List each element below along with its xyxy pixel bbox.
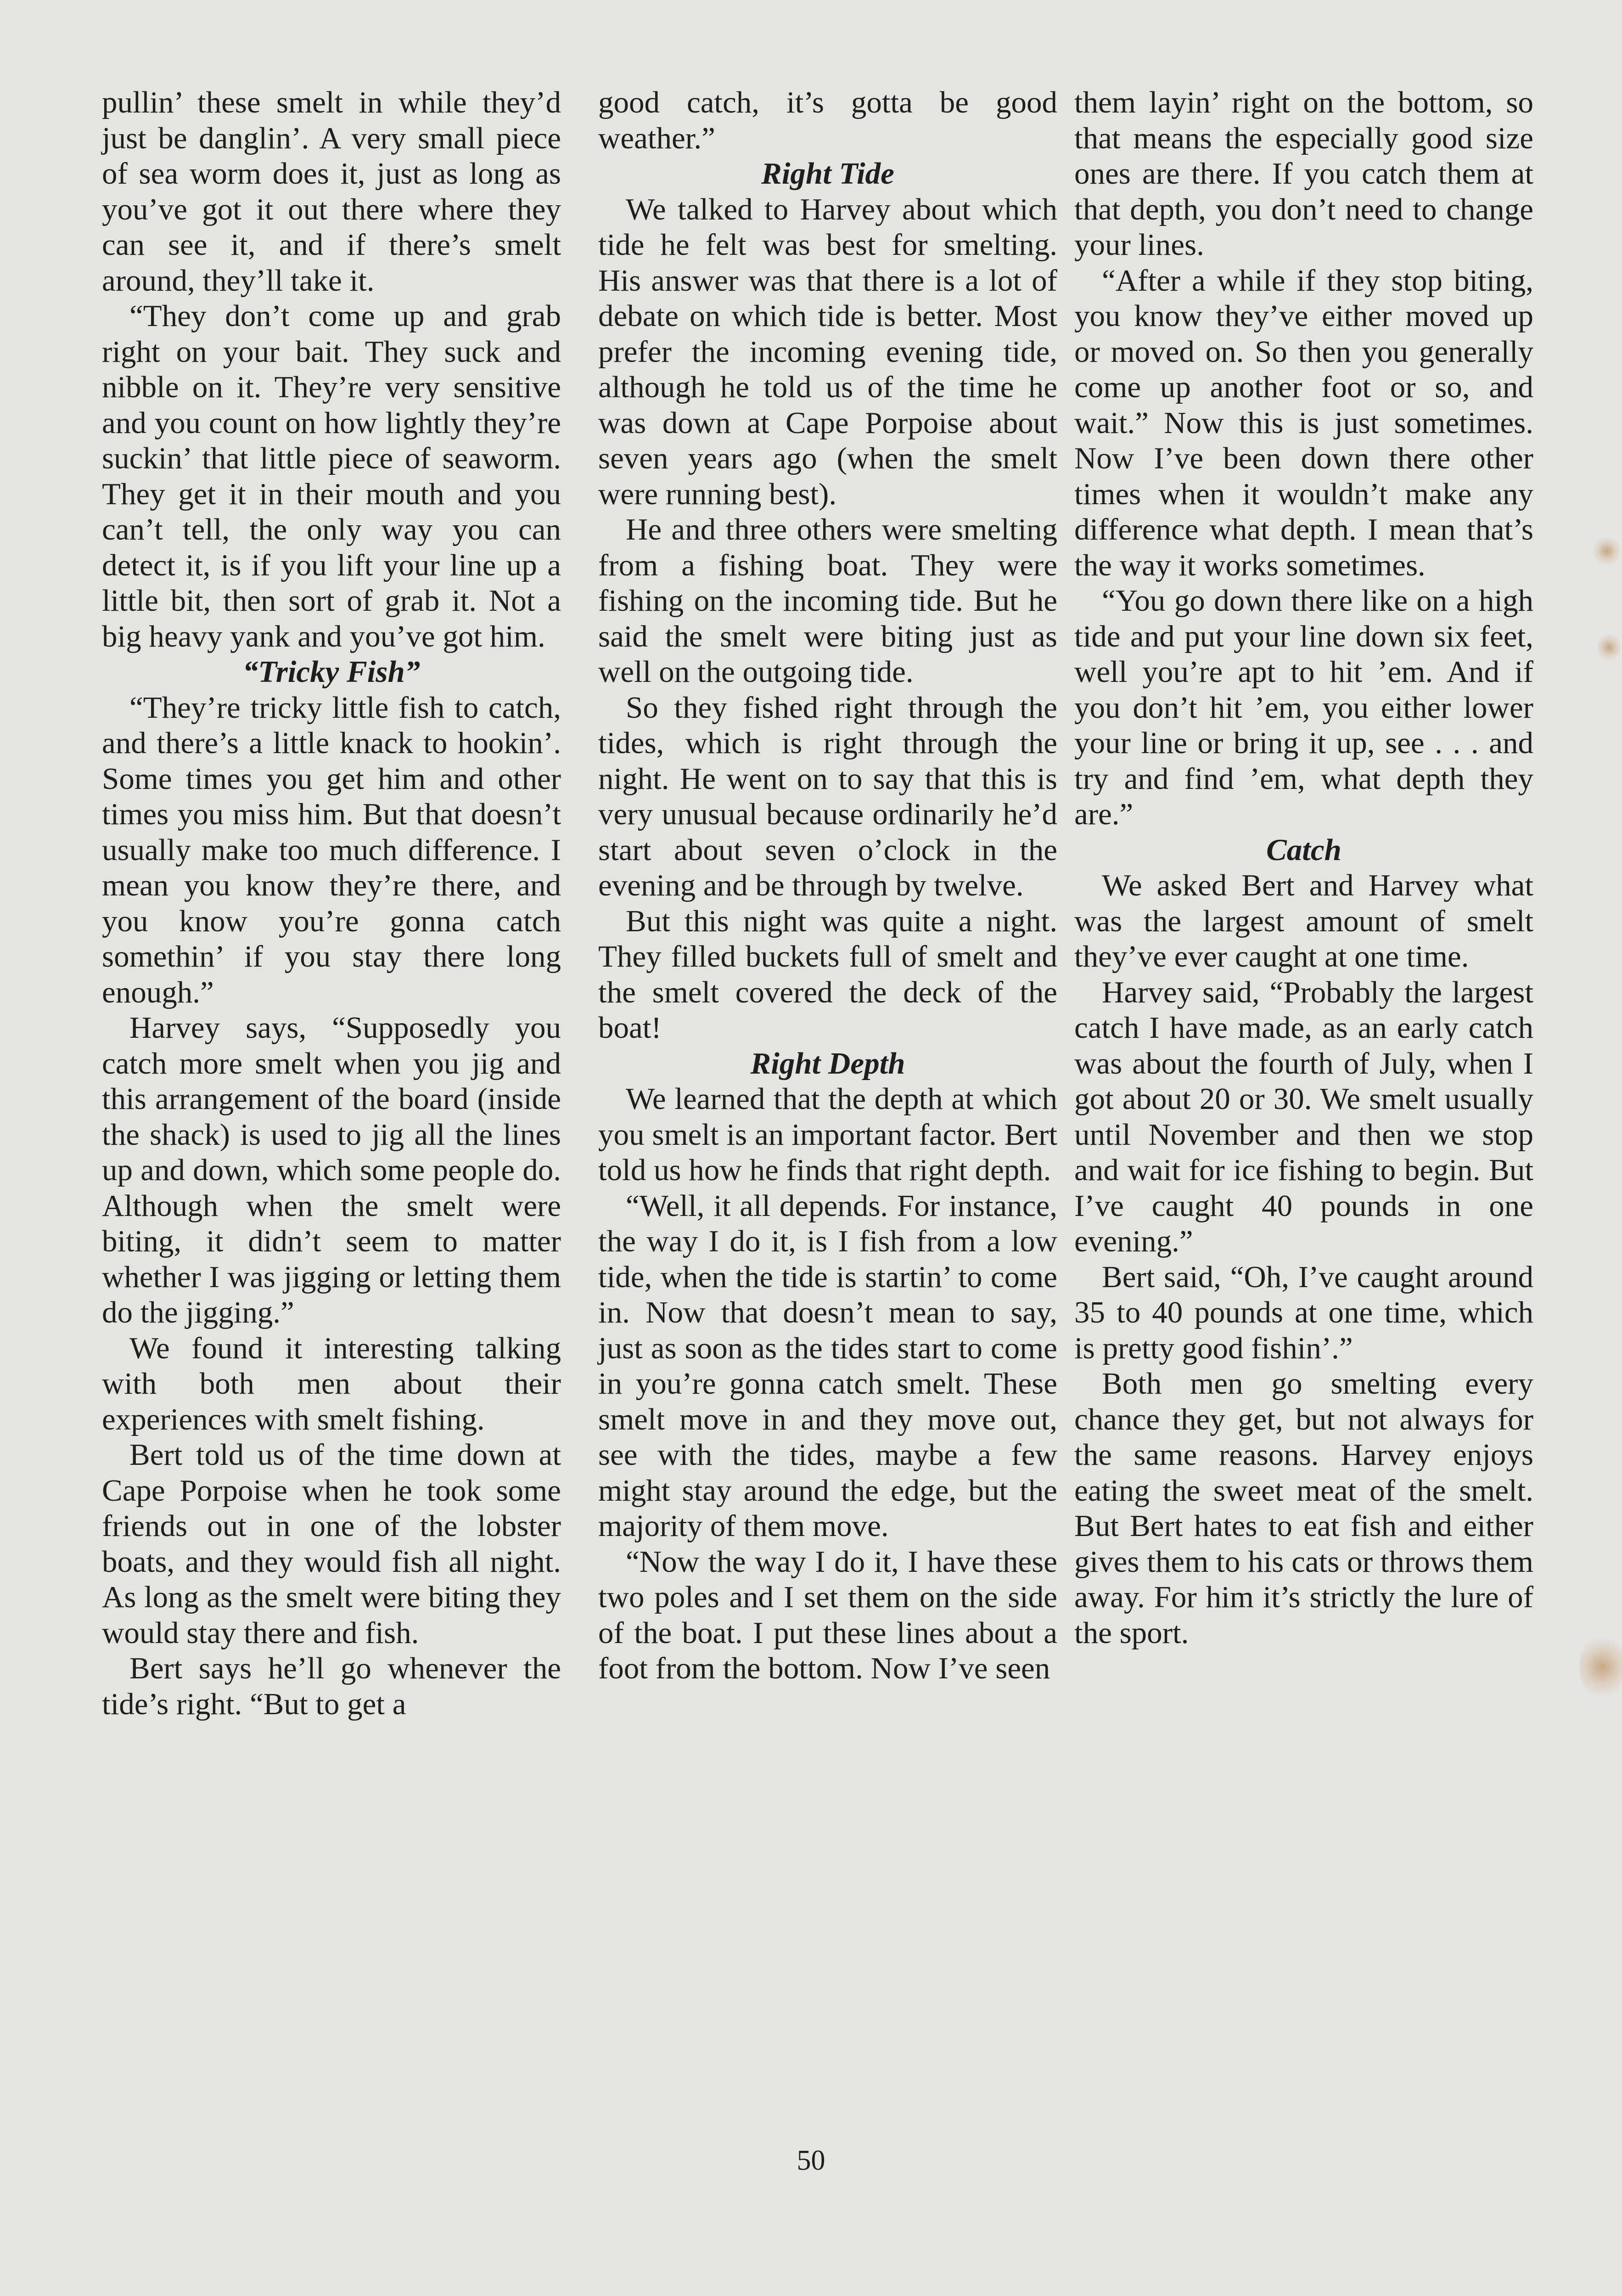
paragraph: Both men go smelting every chance they get, but not always for the same reasons. Harvey enjoys eating the sweet meat of the smelt. But Bert hates to eat fish and either gives them to his cats or throws them away. For him it’s strictly the lure of the sport. [1074, 1367, 1533, 1650]
paragraph: Bert says he’ll go whenever the tide’s right. “But to get a [102, 1651, 561, 1721]
article-column-3 [1074, 85, 1533, 1651]
paragraph: them layin’ right on the bottom, so that means the especially good size ones are there. If you catch them at that depth, you don’t need to change your lines. [1074, 85, 1533, 262]
paragraph: “Well, it all depends. For instance, the way I do it, is I fish from a low tide, when the tide is startin’ to come in. Now that doesn’t mean to say, just as soon as the tides start to come in you’re gonna catch smelt. These smelt move in and they move out, see with the tides, maybe a few might stay around the edge, but the majority of them move. [598, 1188, 1057, 1543]
paragraph: Harvey said, “Probably the largest catch I have made, as an early catch was about the fourth of July, when I got about 20 or 30. We smelt usually until November and then we stop and wait for ice fishing to begin. But I’ve caught 40 pounds in one evening.” [1074, 975, 1533, 1258]
article-column-1 [102, 85, 561, 1722]
paragraph: Bert told us of the time down at Cape Porpoise when he took some friends out in one of the lobster boats, and they would fish all night. As long as the smelt were biting they would stay there and fish. [102, 1438, 561, 1650]
article-column-2 [598, 85, 1057, 1687]
paragraph: We talked to Harvey about which tide he felt was best for smelting. His answer was that there is a lot of debate on which tide is better. Most prefer the incoming evening tide, although he told us of the time he was down at Cape Porpoise about seven years ago (when the smelt were running best). [598, 192, 1057, 511]
paragraph: Bert said, “Oh, I’ve caught around 35 to 40 pounds at one time, which is pretty good fishin’.” [1074, 1260, 1533, 1365]
paragraph: “They’re tricky little fish to catch, and there’s a little knack to hookin’. Some times you get him and other times you miss him. But that doesn’t usually make too much difference. I mean you know they’re there, and you know you’re gonna catch somethin’ if you stay there long enough.” [102, 690, 561, 1009]
paragraph: “You go down there like on a high tide and put your line down six feet, well you’re apt to hit ’em. And if you don’t hit ’em, you either lower your line or bring it up, see . . . and try and find ’em, what depth they are.” [1074, 584, 1533, 831]
section-heading: Right Tide [761, 157, 894, 191]
paragraph: “Now the way I do it, I have these two poles and I set them on the side of the boat. I put these lines about a foot from the bottom. Now I’ve seen [598, 1544, 1057, 1685]
paragraph: good catch, it’s gotta be good weather.” [598, 85, 1057, 155]
paragraph: We learned that the depth at which you smelt is an important factor. Bert told us how he finds that right depth. [598, 1082, 1057, 1187]
paragraph: “After a while if they stop biting, you know they’ve either moved up or moved on. So then you generally come up another foot or so, and wait.” Now this is just sometimes. Now I’ve been down there other times when it wouldn’t make any difference what depth. I mean that’s the way it works sometimes. [1074, 263, 1533, 582]
section-heading: Right Depth [750, 1046, 905, 1080]
section-heading: Catch [1266, 833, 1341, 867]
paragraph: We asked Bert and Harvey what was the largest amount of smelt they’ve ever caught at one time. [1074, 868, 1533, 974]
paper-stain [1593, 537, 1621, 565]
paragraph: Harvey says, “Supposedly you catch more smelt when you jig and this arrangement of the board (inside the shack) is used to jig all the lines up and down, which some people do. Although when the smelt were biting, it didn’t seem to matter whether I was jigging or letting them do the jigging.” [102, 1011, 561, 1329]
paragraph: He and three others were smelting from a fishing boat. They were fishing on the incoming tide. But he said the smelt were biting just as well on the outgoing tide. [598, 512, 1057, 689]
paragraph: So they fished right through the tides, which is right through the night. He went on to say that this is very unusual because ordinarily he’d start about seven o’clock in the evening and be through by twelve. [598, 690, 1057, 902]
paper-stain [1579, 1635, 1622, 1699]
section-heading: “Tricky Fish” [242, 655, 421, 689]
paragraph: pullin’ these smelt in while they’d just be danglin’. A very small piece of sea worm does it, just as long as you’ve got it out there where they can see it, and if there’s smelt around, they’ll take it. [102, 85, 561, 298]
paragraph: “They don’t come up and grab right on your bait. They suck and nibble on it. They’re very sensitive and you count on how lightly they’re suckin’ that little piece of seaworm. They get it in their mouth and you can’t tell, the only way you can detect it, is if you lift your line up a little bit, then sort of grab it. Not a big heavy yank and you’ve got him. [102, 299, 561, 653]
paragraph: But this night was quite a night. They filled buckets full of smelt and the smelt covered the deck of the boat! [598, 904, 1057, 1045]
page-number: 50 [797, 2145, 825, 2176]
paper-stain [1598, 634, 1621, 661]
paragraph: We found it interesting talking with both men about their experiences with smelt fishing. [102, 1331, 561, 1436]
